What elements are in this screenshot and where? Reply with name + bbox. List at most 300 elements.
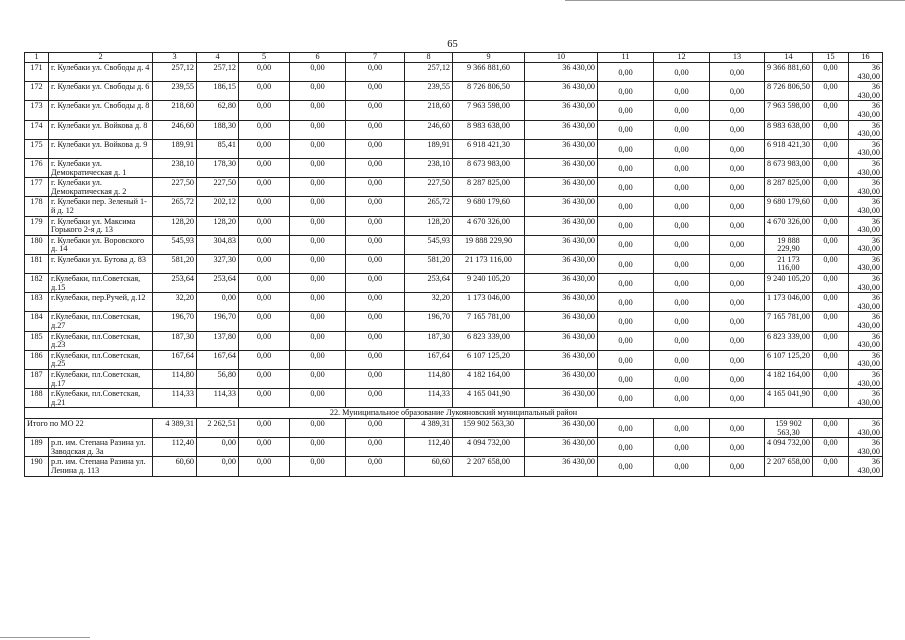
- value-cell-c9: 4 670 326,00: [453, 216, 525, 235]
- value-cell-c5: 0,00: [239, 139, 290, 158]
- value-cell-c10: 36 430,00: [525, 101, 598, 120]
- value-cell-c4: 0,00: [197, 457, 239, 476]
- value-cell-c11: 0,00: [598, 178, 654, 197]
- value-cell-c13: 0,00: [710, 418, 765, 437]
- value-cell-c11: 0,00: [598, 139, 654, 158]
- value-cell-c14: 9 680 179,60: [765, 197, 813, 216]
- value-cell-c14: 8 983 638,00: [765, 120, 813, 139]
- value-cell-c13: 0,00: [710, 197, 765, 216]
- value-cell-c6: 0,00: [290, 438, 346, 457]
- value-cell-c4: 0,00: [197, 438, 239, 457]
- value-cell-c16: 36 430,00: [849, 120, 883, 139]
- value-cell-c7: 0,00: [346, 293, 405, 312]
- value-cell-c13: 0,00: [710, 370, 765, 389]
- table-row: [25, 178, 883, 197]
- value-cell-c12: 0,00: [654, 216, 710, 235]
- value-cell-c15: 0,00: [813, 293, 849, 312]
- value-cell-c14: 6 107 125,20: [765, 350, 813, 369]
- page-number: 65: [447, 39, 458, 50]
- value-cell-c15: 0,00: [813, 350, 849, 369]
- column-number: 15: [813, 53, 849, 63]
- value-cell-c16: 36 430,00: [849, 216, 883, 235]
- value-cell-c9: 4 182 164,00: [453, 370, 525, 389]
- value-cell-c15: 0,00: [813, 312, 849, 331]
- value-cell-c8: 4 389,31: [405, 418, 453, 437]
- value-cell-c11: 0,00: [598, 197, 654, 216]
- row-number: 189: [25, 438, 49, 457]
- value-cell-c3: 4 389,31: [153, 418, 197, 437]
- value-cell-c12: 0,00: [654, 139, 710, 158]
- value-cell-c3: 545,93: [153, 235, 197, 254]
- value-cell-c9: 1 173 046,00: [453, 293, 525, 312]
- row-number: 187: [25, 370, 49, 389]
- value-cell-c10: 36 430,00: [525, 139, 598, 158]
- value-cell-c16: 36 430,00: [849, 158, 883, 177]
- bottom-scan-edge: [0, 637, 90, 638]
- value-cell-c16: 36 430,00: [849, 82, 883, 101]
- value-cell-c14: 4 182 164,00: [765, 370, 813, 389]
- value-cell-c5: 0,00: [239, 120, 290, 139]
- value-cell-c12: 0,00: [654, 457, 710, 476]
- value-cell-c6: 0,00: [290, 274, 346, 293]
- value-cell-c5: 0,00: [239, 274, 290, 293]
- value-cell-c5: 0,00: [239, 457, 290, 476]
- value-cell-c4: 196,70: [197, 312, 239, 331]
- value-cell-c11: 0,00: [598, 82, 654, 101]
- value-cell-c7: 0,00: [346, 254, 405, 273]
- table-row: [25, 370, 883, 389]
- value-cell-c7: 0,00: [346, 235, 405, 254]
- value-cell-c3: 187,30: [153, 331, 197, 350]
- value-cell-c4: 114,33: [197, 389, 239, 408]
- column-number: 10: [525, 53, 598, 63]
- value-cell-c16: 36 430,00: [849, 274, 883, 293]
- value-cell-c4: 257,12: [197, 63, 239, 82]
- value-cell-c13: 0,00: [710, 101, 765, 120]
- value-cell-c3: 257,12: [153, 63, 197, 82]
- table-row: [25, 254, 883, 273]
- value-cell-c12: 0,00: [654, 293, 710, 312]
- value-cell-c12: 0,00: [654, 274, 710, 293]
- column-number: 12: [654, 53, 710, 63]
- value-cell-c7: 0,00: [346, 120, 405, 139]
- column-number: 11: [598, 53, 654, 63]
- value-cell-c16: 36 430,00: [849, 293, 883, 312]
- address-cell: г. Кулебаки ул. Воровского д. 14: [49, 235, 153, 254]
- row-number: 190: [25, 457, 49, 476]
- value-cell-c13: 0,00: [710, 82, 765, 101]
- value-cell-c3: 167,64: [153, 350, 197, 369]
- value-cell-c9: 8 673 983,00: [453, 158, 525, 177]
- column-number: 6: [290, 53, 346, 63]
- total-row: [25, 418, 883, 437]
- value-cell-c9: 9 240 105,20: [453, 274, 525, 293]
- table-row: [25, 139, 883, 158]
- value-cell-c11: 0,00: [598, 120, 654, 139]
- address-cell: г. Кулебаки ул. Свободы д. 6: [49, 82, 153, 101]
- table-row: [25, 197, 883, 216]
- value-cell-c10: 36 430,00: [525, 216, 598, 235]
- value-cell-c14: 8 726 806,50: [765, 82, 813, 101]
- value-cell-c10: 36 430,00: [525, 63, 598, 82]
- value-cell-c13: 0,00: [710, 235, 765, 254]
- value-cell-c8: 114,33: [405, 389, 453, 408]
- value-cell-c7: 0,00: [346, 274, 405, 293]
- value-cell-c11: 0,00: [598, 438, 654, 457]
- value-cell-c11: 0,00: [598, 389, 654, 408]
- row-number: 179: [25, 216, 49, 235]
- table-row: [25, 158, 883, 177]
- value-cell-c15: 0,00: [813, 120, 849, 139]
- column-number: 13: [710, 53, 765, 63]
- value-cell-c8: 581,20: [405, 254, 453, 273]
- value-cell-c8: 239,55: [405, 82, 453, 101]
- value-cell-c12: 0,00: [654, 158, 710, 177]
- value-cell-c4: 178,30: [197, 158, 239, 177]
- value-cell-c15: 0,00: [813, 331, 849, 350]
- value-cell-c11: 0,00: [598, 418, 654, 437]
- value-cell-c14: 8 673 983,00: [765, 158, 813, 177]
- value-cell-c8: 196,70: [405, 312, 453, 331]
- value-cell-c5: 0,00: [239, 63, 290, 82]
- value-cell-c7: 0,00: [346, 331, 405, 350]
- value-cell-c16: 36 430,00: [849, 370, 883, 389]
- value-cell-c16: 36 430,00: [849, 235, 883, 254]
- table-row: [25, 235, 883, 254]
- value-cell-c16: 36 430,00: [849, 63, 883, 82]
- value-cell-c8: 253,64: [405, 274, 453, 293]
- value-cell-c5: 0,00: [239, 312, 290, 331]
- value-cell-c14: 8 287 825,00: [765, 178, 813, 197]
- value-cell-c15: 0,00: [813, 370, 849, 389]
- value-cell-c9: 8 287 825,00: [453, 178, 525, 197]
- address-cell: г. Кулебаки пер. Зеленый 1-й д. 12: [49, 197, 153, 216]
- top-scan-edge: [565, 0, 905, 1]
- value-cell-c3: 218,60: [153, 101, 197, 120]
- value-cell-c7: 0,00: [346, 216, 405, 235]
- value-cell-c5: 0,00: [239, 158, 290, 177]
- value-cell-c5: 0,00: [239, 370, 290, 389]
- value-cell-c3: 112,40: [153, 438, 197, 457]
- value-cell-c4: 85,41: [197, 139, 239, 158]
- value-cell-c10: 36 430,00: [525, 370, 598, 389]
- value-cell-c14: 7 963 598,00: [765, 101, 813, 120]
- value-cell-c8: 187,30: [405, 331, 453, 350]
- value-cell-c13: 0,00: [710, 331, 765, 350]
- value-cell-c9: 4 094 732,00: [453, 438, 525, 457]
- table-row: [25, 63, 883, 82]
- value-cell-c6: 0,00: [290, 235, 346, 254]
- value-cell-c14: 6 918 421,30: [765, 139, 813, 158]
- value-cell-c9: 7 963 598,00: [453, 101, 525, 120]
- value-cell-c10: 36 430,00: [525, 82, 598, 101]
- column-number: 9: [453, 53, 525, 63]
- row-number: 172: [25, 82, 49, 101]
- value-cell-c7: 0,00: [346, 139, 405, 158]
- value-cell-c15: 0,00: [813, 389, 849, 408]
- value-cell-c6: 0,00: [290, 178, 346, 197]
- value-cell-c6: 0,00: [290, 457, 346, 476]
- value-cell-c10: 36 430,00: [525, 457, 598, 476]
- value-cell-c3: 246,60: [153, 120, 197, 139]
- value-cell-c12: 0,00: [654, 82, 710, 101]
- value-cell-c5: 0,00: [239, 82, 290, 101]
- value-cell-c16: 36 430,00: [849, 331, 883, 350]
- value-cell-c8: 128,20: [405, 216, 453, 235]
- value-cell-c6: 0,00: [290, 139, 346, 158]
- row-number: 186: [25, 350, 49, 369]
- value-cell-c13: 0,00: [710, 139, 765, 158]
- value-cell-c12: 0,00: [654, 438, 710, 457]
- value-cell-c9: 4 165 041,90: [453, 389, 525, 408]
- address-cell: г. Кулебаки ул. Свободы д. 4: [49, 63, 153, 82]
- row-number: 185: [25, 331, 49, 350]
- value-cell-c16: 36 430,00: [849, 457, 883, 476]
- value-cell-c10: 36 430,00: [525, 197, 598, 216]
- row-number: 183: [25, 293, 49, 312]
- value-cell-c5: 0,00: [239, 254, 290, 273]
- value-cell-c9: 6 918 421,30: [453, 139, 525, 158]
- value-cell-c15: 0,00: [813, 216, 849, 235]
- value-cell-c12: 0,00: [654, 197, 710, 216]
- value-cell-c6: 0,00: [290, 350, 346, 369]
- value-cell-c14: 9 366 881,60: [765, 63, 813, 82]
- value-cell-c6: 0,00: [290, 82, 346, 101]
- value-cell-c13: 0,00: [710, 158, 765, 177]
- table-row: [25, 438, 883, 457]
- table-row: [25, 274, 883, 293]
- value-cell-c13: 0,00: [710, 216, 765, 235]
- value-cell-c7: 0,00: [346, 370, 405, 389]
- value-cell-c13: 0,00: [710, 457, 765, 476]
- value-cell-c14: 4 165 041,90: [765, 389, 813, 408]
- value-cell-c15: 0,00: [813, 235, 849, 254]
- value-cell-c9: 6 823 339,00: [453, 331, 525, 350]
- value-cell-c16: 36 430,00: [849, 197, 883, 216]
- value-cell-c4: 0,00: [197, 293, 239, 312]
- value-cell-c3: 253,64: [153, 274, 197, 293]
- value-cell-c10: 36 430,00: [525, 389, 598, 408]
- value-cell-c12: 0,00: [654, 178, 710, 197]
- value-cell-c12: 0,00: [654, 370, 710, 389]
- value-cell-c12: 0,00: [654, 350, 710, 369]
- value-cell-c16: 36 430,00: [849, 418, 883, 437]
- value-cell-c7: 0,00: [346, 197, 405, 216]
- value-cell-c15: 0,00: [813, 158, 849, 177]
- value-cell-c4: 2 262,51: [197, 418, 239, 437]
- value-cell-c10: 36 430,00: [525, 235, 598, 254]
- value-cell-c15: 0,00: [813, 274, 849, 293]
- table-row: [25, 120, 883, 139]
- value-cell-c6: 0,00: [290, 254, 346, 273]
- value-cell-c10: 36 430,00: [525, 274, 598, 293]
- value-cell-c6: 0,00: [290, 312, 346, 331]
- address-cell: г. Кулебаки ул. Бутова д. 83: [49, 254, 153, 273]
- value-cell-c12: 0,00: [654, 63, 710, 82]
- value-cell-c4: 304,83: [197, 235, 239, 254]
- value-cell-c11: 0,00: [598, 293, 654, 312]
- address-cell: г. Кулебаки ул. Свободы д. 8: [49, 101, 153, 120]
- value-cell-c6: 0,00: [290, 216, 346, 235]
- value-cell-c13: 0,00: [710, 350, 765, 369]
- value-cell-c8: 60,60: [405, 457, 453, 476]
- value-cell-c3: 128,20: [153, 216, 197, 235]
- value-cell-c12: 0,00: [654, 312, 710, 331]
- value-cell-c9: 19 888 229,90: [453, 235, 525, 254]
- value-cell-c7: 0,00: [346, 457, 405, 476]
- section-title: 22. Муниципальное образование Лукояновский муниципальный район: [25, 408, 883, 419]
- value-cell-c9: 9 366 881,60: [453, 63, 525, 82]
- value-cell-c8: 32,20: [405, 293, 453, 312]
- table-row: [25, 293, 883, 312]
- value-cell-c8: 238,10: [405, 158, 453, 177]
- value-cell-c15: 0,00: [813, 197, 849, 216]
- value-cell-c8: 227,50: [405, 178, 453, 197]
- value-cell-c3: 227,50: [153, 178, 197, 197]
- value-cell-c13: 0,00: [710, 274, 765, 293]
- value-cell-c6: 0,00: [290, 63, 346, 82]
- address-cell: г.Кулебаки, пл.Советская, д.21: [49, 389, 153, 408]
- value-cell-c9: 7 165 781,00: [453, 312, 525, 331]
- address-cell: г. Кулебаки ул. Максима Горького 2-я д. 13: [49, 216, 153, 235]
- value-cell-c4: 62,80: [197, 101, 239, 120]
- value-cell-c14: 4 094 732,00: [765, 438, 813, 457]
- value-cell-c10: 36 430,00: [525, 120, 598, 139]
- value-cell-c15: 0,00: [813, 254, 849, 273]
- value-cell-c9: 9 680 179,60: [453, 197, 525, 216]
- value-cell-c5: 0,00: [239, 418, 290, 437]
- value-cell-c6: 0,00: [290, 101, 346, 120]
- value-cell-c12: 0,00: [654, 389, 710, 408]
- row-number: 176: [25, 158, 49, 177]
- row-number: 175: [25, 139, 49, 158]
- value-cell-c5: 0,00: [239, 197, 290, 216]
- column-number: 4: [197, 53, 239, 63]
- value-cell-c7: 0,00: [346, 350, 405, 369]
- value-cell-c13: 0,00: [710, 312, 765, 331]
- value-cell-c14: 2 207 658,00: [765, 457, 813, 476]
- value-cell-c5: 0,00: [239, 293, 290, 312]
- address-cell: г. Кулебаки ул. Войкова д. 9: [49, 139, 153, 158]
- value-cell-c10: 36 430,00: [525, 418, 598, 437]
- row-number: 182: [25, 274, 49, 293]
- value-cell-c11: 0,00: [598, 254, 654, 273]
- value-cell-c10: 36 430,00: [525, 438, 598, 457]
- value-cell-c11: 0,00: [598, 63, 654, 82]
- value-cell-c9: 6 107 125,20: [453, 350, 525, 369]
- value-cell-c9: 159 902 563,30: [453, 418, 525, 437]
- value-cell-c8: 167,64: [405, 350, 453, 369]
- value-cell-c5: 0,00: [239, 216, 290, 235]
- value-cell-c14: 1 173 046,00: [765, 293, 813, 312]
- value-cell-c3: 60,60: [153, 457, 197, 476]
- value-cell-c8: 265,72: [405, 197, 453, 216]
- column-number-row: [25, 53, 883, 63]
- row-number: 180: [25, 235, 49, 254]
- value-cell-c4: 253,64: [197, 274, 239, 293]
- value-cell-c3: 238,10: [153, 158, 197, 177]
- value-cell-c11: 0,00: [598, 216, 654, 235]
- value-cell-c10: 36 430,00: [525, 312, 598, 331]
- value-cell-c7: 0,00: [346, 158, 405, 177]
- value-cell-c7: 0,00: [346, 418, 405, 437]
- value-cell-c6: 0,00: [290, 370, 346, 389]
- table-row: [25, 389, 883, 408]
- row-number: 188: [25, 389, 49, 408]
- address-cell: г.Кулебаки, пер.Ручей, д.12: [49, 293, 153, 312]
- value-cell-c14: 7 165 781,00: [765, 312, 813, 331]
- value-cell-c10: 36 430,00: [525, 158, 598, 177]
- value-cell-c16: 36 430,00: [849, 139, 883, 158]
- value-cell-c5: 0,00: [239, 178, 290, 197]
- value-cell-c15: 0,00: [813, 457, 849, 476]
- value-cell-c16: 36 430,00: [849, 254, 883, 273]
- value-cell-c16: 36 430,00: [849, 312, 883, 331]
- value-cell-c3: 239,55: [153, 82, 197, 101]
- row-number: 181: [25, 254, 49, 273]
- value-cell-c15: 0,00: [813, 63, 849, 82]
- address-cell: р.п. им. Степана Разина ул. Заводская д. 3а: [49, 438, 153, 457]
- table-row: [25, 350, 883, 369]
- value-cell-c9: 8 983 638,00: [453, 120, 525, 139]
- value-cell-c16: 36 430,00: [849, 178, 883, 197]
- value-cell-c3: 196,70: [153, 312, 197, 331]
- value-cell-c12: 0,00: [654, 235, 710, 254]
- value-cell-c13: 0,00: [710, 389, 765, 408]
- address-cell: г. Кулебаки ул. Войкова д. 8: [49, 120, 153, 139]
- value-cell-c3: 114,80: [153, 370, 197, 389]
- value-cell-c11: 0,00: [598, 370, 654, 389]
- value-cell-c11: 0,00: [598, 350, 654, 369]
- value-cell-c13: 0,00: [710, 254, 765, 273]
- value-cell-c9: 8 726 806,50: [453, 82, 525, 101]
- value-cell-c10: 36 430,00: [525, 178, 598, 197]
- address-cell: г.Кулебаки, пл.Советская, д.25: [49, 350, 153, 369]
- address-cell: г.Кулебаки, пл.Советская, д.23: [49, 331, 153, 350]
- table-row: [25, 82, 883, 101]
- value-cell-c9: 2 207 658,00: [453, 457, 525, 476]
- value-cell-c7: 0,00: [346, 101, 405, 120]
- table-row: [25, 331, 883, 350]
- value-cell-c7: 0,00: [346, 82, 405, 101]
- value-cell-c15: 0,00: [813, 139, 849, 158]
- column-number: 3: [153, 53, 197, 63]
- row-number: 171: [25, 63, 49, 82]
- value-cell-c6: 0,00: [290, 158, 346, 177]
- address-cell: г.Кулебаки, пл.Советская, д.17: [49, 370, 153, 389]
- value-cell-c14: 6 823 339,00: [765, 331, 813, 350]
- value-cell-c13: 0,00: [710, 178, 765, 197]
- row-number: 177: [25, 178, 49, 197]
- value-cell-c8: 114,80: [405, 370, 453, 389]
- value-cell-c4: 327,30: [197, 254, 239, 273]
- value-cell-c15: 0,00: [813, 101, 849, 120]
- value-cell-c6: 0,00: [290, 120, 346, 139]
- value-cell-c8: 112,40: [405, 438, 453, 457]
- value-cell-c5: 0,00: [239, 350, 290, 369]
- value-cell-c16: 36 430,00: [849, 101, 883, 120]
- row-number: 173: [25, 101, 49, 120]
- value-cell-c5: 0,00: [239, 389, 290, 408]
- value-cell-c15: 0,00: [813, 82, 849, 101]
- value-cell-c3: 114,33: [153, 389, 197, 408]
- value-cell-c11: 0,00: [598, 457, 654, 476]
- value-cell-c11: 0,00: [598, 235, 654, 254]
- value-cell-c6: 0,00: [290, 331, 346, 350]
- value-cell-c13: 0,00: [710, 293, 765, 312]
- value-cell-c13: 0,00: [710, 63, 765, 82]
- value-cell-c15: 0,00: [813, 438, 849, 457]
